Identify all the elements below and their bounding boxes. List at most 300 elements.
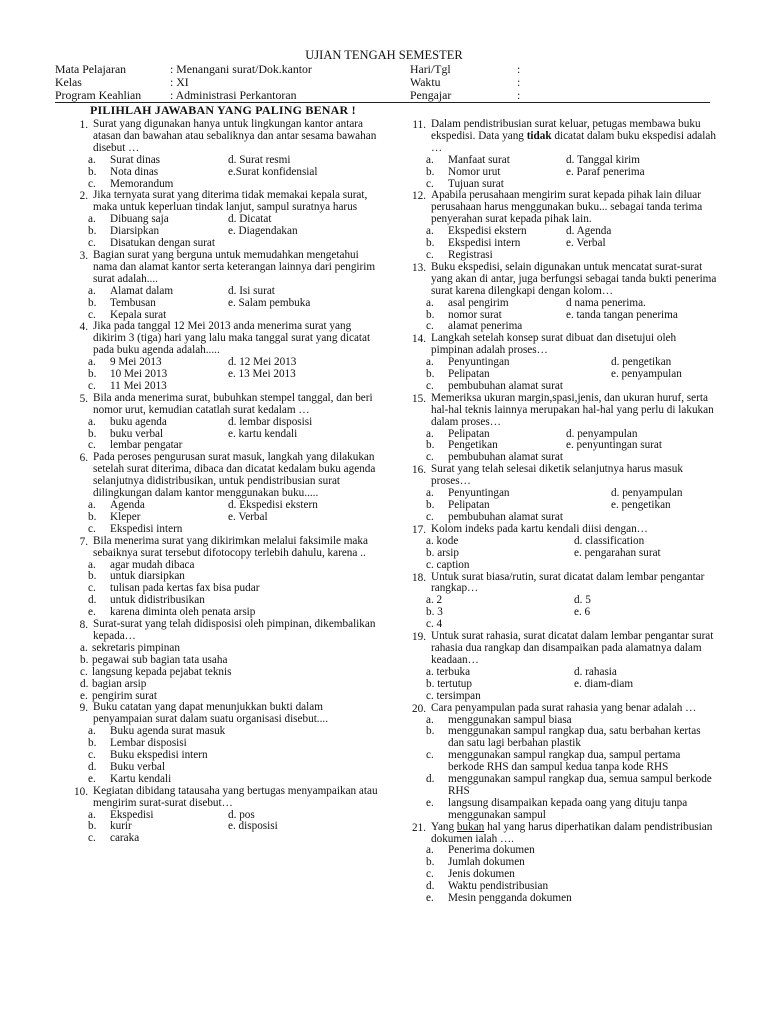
question-item <box>398 262 718 298</box>
answer-option <box>228 429 378 441</box>
question-text: Bila menerima surat yang dikirimkan melalui faksimile maka sebaiknya surat tersebut difotocopy terlebih dahulu, karena .. <box>93 534 368 559</box>
option-text: e. penyuntingan surat <box>566 439 663 452</box>
answer-option <box>228 369 378 381</box>
header-row <box>55 63 710 76</box>
question-item <box>398 572 718 596</box>
option-text: c. tersimpan <box>426 689 481 702</box>
option-text: a. kode <box>426 534 459 547</box>
question-text: Pada peroses pengurusan surat masuk, langkah yang dilakukan setelah surat diterima, dibaca dan dicatat kedalam buku agenda selanjutnya didistribusikan, untuk pendistribusian surat dilingkungan dalam kantor menggunakan buku..... <box>93 451 376 500</box>
option-text: a. 2 <box>426 594 443 607</box>
instruction-heading: PILIHLAH JAWABAN YANG PALING BENAR ! <box>90 103 356 117</box>
option-text: 10 Mei 2013 <box>110 368 168 381</box>
answer-option <box>426 893 718 905</box>
answer-options <box>426 536 718 572</box>
option-letter: b. <box>426 237 435 250</box>
question-text-part: Yang <box>431 820 457 833</box>
question-item <box>398 333 718 357</box>
option-letter: a. <box>88 153 96 166</box>
question-item <box>398 190 718 226</box>
answer-option <box>426 667 574 679</box>
option-letter: d. <box>80 677 89 690</box>
option-letter: b. <box>426 499 435 511</box>
answer-option <box>566 155 718 167</box>
option-text: pegawai sub bagian tata usaha <box>92 653 228 666</box>
answer-options <box>80 643 378 703</box>
question-item <box>398 631 718 667</box>
option-text: e. pengarahan surat <box>574 546 661 559</box>
question-text: Jika pada tanggal 12 Mei 2013 anda menerima surat yang dikirim 3 (tiga) hari yang lalu maka tanggal surat yang dicatat pada buku agenda adalah..... <box>93 320 371 357</box>
option-letter: a. <box>80 641 88 654</box>
question-number: 9. <box>79 702 88 715</box>
option-text: sekretaris pimpinan <box>92 641 180 654</box>
answer-option <box>88 167 228 179</box>
question-text: Untuk surat rahasia, surat dicatat dalam lembar pengantar surat rahasia dua rangkap dan disampaikan pada alamatnya dalam keadaan… <box>431 630 714 666</box>
left-question-column <box>60 119 378 845</box>
option-letter: b. <box>80 653 89 666</box>
option-text: Tembusan <box>110 296 156 309</box>
answer-option <box>228 286 378 298</box>
question-item <box>60 536 378 560</box>
answer-option <box>574 667 718 679</box>
option-text: Jenis dokumen <box>448 868 515 881</box>
option-text: b. arsip <box>426 546 459 559</box>
option-letter: b. <box>88 737 97 750</box>
option-text: e. kartu kendali <box>228 427 298 440</box>
page-title: UJIAN TENGAH SEMESTER <box>305 48 463 62</box>
question-text: Surat-surat yang telah didisposisi oleh pimpinan, dikembalikan kepada… <box>93 618 376 642</box>
option-text: Pelipatan <box>448 368 490 381</box>
question-text: Bagian surat yang berguna untuk memudahkan mengetahui nama dan alamat kantor serta keterangan lainnya dari pengirim surat adalah.... <box>93 248 376 285</box>
option-letter: b. <box>426 439 435 452</box>
option-letter: b. <box>88 165 97 178</box>
option-text: Lembar disposisi <box>110 737 187 750</box>
option-text: tulisan pada kertas fax bisa pudar <box>110 582 260 595</box>
option-text: Jumlah dokumen <box>448 856 525 869</box>
question-number: 10. <box>74 785 88 798</box>
question-text: Memeriksa ukuran margin,spasi,jenis, dan ukuran huruf, serta hal-hal teknis lainnya merupakan hal-hal yang perlu di lakukan dalam proses… <box>431 391 714 428</box>
question-number: 3. <box>79 249 88 262</box>
option-text: d. 5 <box>574 594 591 607</box>
option-text: e. diam-diam <box>574 677 634 690</box>
option-text: e. Verbal <box>566 237 606 250</box>
answer-options <box>88 810 378 846</box>
answer-options <box>88 357 378 393</box>
option-text: e.Surat konfidensial <box>228 165 318 178</box>
option-text: Buku verbal <box>110 760 165 773</box>
option-letter: b. <box>88 427 97 440</box>
answer-option <box>228 821 378 833</box>
question-item <box>60 250 378 286</box>
option-text: Ekspedisi intern <box>448 237 521 250</box>
option-text: kurir <box>110 820 132 833</box>
answer-option <box>88 821 228 833</box>
option-letter: a. <box>426 296 434 309</box>
option-letter: c. <box>426 248 434 261</box>
option-text: e. 6 <box>574 606 591 619</box>
answer-option <box>426 798 718 822</box>
option-letter: a. <box>426 356 434 369</box>
question-number: 1. <box>79 119 88 131</box>
option-text: Pengetikan <box>448 439 498 452</box>
answer-option <box>426 774 718 798</box>
answer-option <box>426 560 574 572</box>
option-letter: a. <box>426 713 434 726</box>
question-number: 20. <box>412 702 426 715</box>
option-letter: c. <box>88 308 96 321</box>
option-letter: c. <box>88 832 96 845</box>
question-number: 19. <box>412 631 426 644</box>
option-text: karena diminta oleh penata arsip <box>110 606 256 619</box>
option-text: d. penyampulan <box>566 427 638 440</box>
option-text: Pelipatan <box>448 427 490 440</box>
option-letter: c. <box>88 439 96 452</box>
option-text: pengirim surat <box>92 689 157 702</box>
option-text: Mesin pengganda dokumen <box>448 892 572 905</box>
question-number: 16. <box>412 464 426 477</box>
option-text: Ekspedisi intern <box>110 522 183 535</box>
question-item <box>398 703 718 715</box>
question-text-part: dicatat dalam buku ekspedisi adalah … <box>431 129 716 154</box>
question-item <box>398 464 718 488</box>
answer-option <box>574 679 718 691</box>
option-letter: a. <box>88 725 96 738</box>
option-letter: c. <box>88 582 96 595</box>
subject-value: : Menangani surat/Dok.kantor <box>170 62 312 76</box>
option-text: Dibuang saja <box>110 213 169 226</box>
question-text-part: hal yang harus diperhatikan dalam pendistribusian dokumen ialah …. <box>431 820 713 845</box>
option-text: d. pengetikan <box>611 356 672 369</box>
answer-options <box>426 429 718 465</box>
option-text: e. penyampulan <box>611 368 682 381</box>
question-item <box>398 393 718 429</box>
answer-option <box>574 548 718 560</box>
question-text: Untuk surat biasa/rutin, surat dicatat dalam lembar pengantar rangkap… <box>431 570 705 595</box>
option-text: Ekspedisi ekstern <box>448 225 527 238</box>
option-text: c. 4 <box>426 618 443 631</box>
answer-option <box>80 655 378 667</box>
answer-options <box>426 155 718 191</box>
option-letter: a. <box>426 153 434 166</box>
answer-options <box>426 845 718 905</box>
option-text: lembar pengatar <box>110 439 183 452</box>
option-text: alamat penerima <box>448 320 523 333</box>
answer-option <box>426 691 574 703</box>
option-letter: b. <box>426 308 435 321</box>
option-letter: c. <box>426 320 434 333</box>
answer-option <box>426 595 574 607</box>
date-label: Hari/Tgl <box>410 62 451 76</box>
answer-option <box>426 750 718 774</box>
answer-options <box>426 667 718 703</box>
option-text: d. rahasia <box>574 665 617 678</box>
question-number: 6. <box>79 452 88 465</box>
answer-option <box>426 155 566 167</box>
option-text: Registrasi <box>448 248 493 261</box>
answer-option <box>566 310 718 322</box>
option-text: 11 Mei 2013 <box>110 379 167 392</box>
question-number: 14. <box>412 333 426 346</box>
answer-options <box>88 726 378 786</box>
question-number: 15. <box>412 392 426 405</box>
option-text: d. Isi surat <box>228 284 275 297</box>
question-text: Langkah setelah konsep surat dibuat dan disetujui oleh pimpinan adalah proses… <box>431 332 677 357</box>
question-number: 4. <box>79 321 88 334</box>
question-item <box>60 321 378 357</box>
option-text: e. Verbal <box>228 510 268 523</box>
teacher-label: Pengajar <box>410 88 452 102</box>
option-text: e. 13 Mei 2013 <box>228 368 296 381</box>
option-text: Surat dinas <box>110 153 161 166</box>
answer-options <box>426 715 718 822</box>
option-letter: e. <box>88 606 96 619</box>
answer-option <box>88 155 228 167</box>
option-letter: a. <box>426 427 434 440</box>
option-text: Kepala surat <box>110 308 167 321</box>
program-value: : Administrasi Perkantoran <box>170 88 297 102</box>
question-item <box>398 822 718 846</box>
right-question-column <box>398 119 718 905</box>
option-letter: a. <box>88 356 96 369</box>
class-label: Kelas <box>55 75 82 89</box>
option-text: Disatukan dengan surat <box>110 237 216 250</box>
question-item <box>60 119 378 155</box>
date-value: : <box>517 62 521 76</box>
option-text: 9 Mei 2013 <box>110 356 162 369</box>
answer-options <box>88 500 378 536</box>
answer-option <box>566 167 718 179</box>
program-label: Program Keahlian <box>55 88 142 102</box>
subject-label: Mata Pelajaran <box>55 62 127 76</box>
answer-option <box>228 298 378 310</box>
answer-options <box>88 417 378 453</box>
answer-option <box>88 298 228 310</box>
option-letter: b. <box>88 570 97 583</box>
time-label: Waktu <box>410 75 441 89</box>
question-text: Jika ternyata surat yang diterima tidak memakai kepala surat, maka untuk keperluan tindak lanjut, sampul suratnya harus <box>93 189 368 214</box>
option-letter: e. <box>88 772 96 785</box>
option-letter: c. <box>426 749 434 762</box>
option-text: agar mudah dibaca <box>110 558 195 571</box>
option-letter: d. <box>88 760 97 773</box>
option-text: asal pengirim <box>448 296 509 309</box>
option-text: langsung disampaikan kepada oang yang dituju tanpa menggunakan sampul <box>448 796 688 821</box>
option-text: Alamat dalam <box>110 284 174 297</box>
option-text: Nomor urut <box>448 165 501 178</box>
option-text: Kleper <box>110 510 141 523</box>
option-text: menggunakan sampul biasa <box>448 713 572 726</box>
answer-option <box>566 238 718 250</box>
option-text: d. Ekspedisi ekstern <box>228 499 318 511</box>
option-text: Tujuan surat <box>448 177 504 190</box>
option-letter: a. <box>426 225 434 238</box>
option-letter: c. <box>80 665 88 678</box>
answer-options <box>426 226 718 262</box>
answer-option <box>574 607 718 619</box>
question-text: Surat yang telah selesai diketik selanjutnya harus masuk proses… <box>431 463 683 488</box>
option-text: pembubuhan alamat surat <box>448 451 563 464</box>
answer-option <box>426 726 718 750</box>
option-letter: e. <box>426 892 434 905</box>
question-text: Buku catatan yang dapat menunjukkan bukti dalam penyampaian surat dalam suatu organisasi disebut.... <box>93 701 328 726</box>
option-text: d. pos <box>228 808 255 821</box>
option-letter: c. <box>88 177 96 190</box>
question-number: 21. <box>412 821 426 834</box>
answer-option <box>88 417 228 429</box>
option-letter: d. <box>88 594 97 607</box>
header-row <box>55 76 710 89</box>
answer-option <box>80 643 378 655</box>
option-letter: a. <box>88 415 96 428</box>
answer-option <box>566 298 718 310</box>
header-row <box>55 89 710 102</box>
question-number: 2. <box>79 190 88 203</box>
answer-option <box>80 679 378 691</box>
option-text: buku agenda <box>110 415 167 428</box>
option-text: Waktu pendistribusian <box>448 880 549 893</box>
answer-option <box>426 536 574 548</box>
option-letter: e. <box>80 689 88 702</box>
class-value: : XI <box>170 75 189 89</box>
option-letter: c. <box>88 522 96 535</box>
question-item <box>60 393 378 417</box>
option-letter: c. <box>88 749 96 762</box>
option-letter: a. <box>88 284 96 297</box>
option-text: bagian arsip <box>92 677 147 690</box>
option-letter: c. <box>426 451 434 464</box>
answer-options <box>88 155 378 191</box>
option-text: pembubuhan alamat surat <box>448 379 563 392</box>
option-text: Buku ekspedisi intern <box>110 749 208 762</box>
answer-options <box>426 357 718 393</box>
option-text: caraka <box>110 832 140 845</box>
option-text: d. Tanggal kirim <box>566 153 640 166</box>
option-text: Diarsipkan <box>110 225 160 238</box>
option-text: Nota dinas <box>110 165 159 178</box>
question-text: Buku ekspedisi, selain digunakan untuk mencatat surat-surat yang akan di antar, juga berfungsi sebagai tanda bukti penerima surat karena dilengkapi dengan kolom… <box>431 260 717 297</box>
option-letter: c. <box>88 379 96 392</box>
option-letter: a. <box>88 213 96 226</box>
option-text: c. caption <box>426 558 470 571</box>
option-letter: c. <box>426 177 434 190</box>
answer-options <box>426 488 718 524</box>
option-text: Memorandum <box>110 177 174 190</box>
answer-option <box>426 298 566 310</box>
question-number: 11. <box>412 119 426 131</box>
answer-option <box>228 417 378 429</box>
option-text: b. 3 <box>426 606 443 619</box>
option-letter: b. <box>426 725 435 738</box>
option-text: b. tertutup <box>426 677 472 690</box>
question-text: Kegiatan dibidang tatausaha yang bertugas menyampaikan atau mengirim surat-surat disebut… <box>93 784 378 809</box>
question-item <box>60 190 378 214</box>
answer-options <box>88 214 378 250</box>
answer-options <box>426 298 718 334</box>
option-text: Ekspedisi <box>110 808 154 821</box>
answer-options <box>88 286 378 322</box>
question-item <box>60 702 378 726</box>
option-text: d. Dicatat <box>228 213 272 226</box>
option-text: d. penyampulan <box>611 487 683 500</box>
question-number: 12. <box>412 190 426 203</box>
option-text: untuk didistribusikan <box>110 594 205 607</box>
option-letter: e. <box>426 796 434 809</box>
question-text: Cara penyampulan pada surat rahasia yang benar adalah … <box>431 701 697 714</box>
answer-option <box>88 524 228 536</box>
option-text: e. tanda tangan penerima <box>566 308 678 321</box>
question-item <box>60 786 378 810</box>
option-letter: b. <box>88 296 97 309</box>
question-number: 17. <box>412 523 426 536</box>
answer-options <box>426 595 718 631</box>
option-text: untuk diarsipkan <box>110 570 185 583</box>
question-number: 7. <box>79 535 88 548</box>
option-text: Penyuntingan <box>448 356 510 369</box>
option-letter: c. <box>88 237 96 250</box>
option-text: e. Salam pembuka <box>228 296 311 309</box>
question-number: 13. <box>412 261 426 274</box>
answer-option <box>228 226 378 238</box>
option-text: nomor surat <box>448 308 502 321</box>
option-text: menggunakan sampul rangkap dua, semua sampul berkode RHS <box>448 773 712 797</box>
exam-header <box>55 63 710 102</box>
option-letter: c. <box>426 868 434 881</box>
option-letter: b. <box>88 225 97 238</box>
answer-option <box>426 167 566 179</box>
emphasis-text: bukan <box>456 820 485 833</box>
option-text: e. Paraf penerima <box>566 165 645 178</box>
question-item <box>398 119 718 155</box>
question-text: Kolom indeks pada kartu kendali diisi dengan… <box>431 522 648 535</box>
answer-option <box>88 833 228 845</box>
option-text: e. Diagendakan <box>228 225 298 238</box>
answer-option <box>80 667 378 679</box>
option-text: e. pengetikan <box>611 499 671 511</box>
question-text: Bila anda menerima surat, bubuhkan stempel tanggal, dan beri nomor urut, kemudian catatlah surat kedalam … <box>93 391 373 416</box>
question-number: 8. <box>79 619 88 632</box>
answer-option <box>574 595 718 607</box>
option-text: d. 12 Mei 2013 <box>228 356 297 369</box>
answer-option <box>88 500 228 512</box>
option-text: d. classification <box>574 534 645 547</box>
option-text: d. Surat resmi <box>228 153 291 166</box>
answer-option <box>88 810 228 822</box>
option-text: Penerima dokumen <box>448 844 535 857</box>
answer-option <box>228 167 378 179</box>
question-text-part: Dalam pendistribusian surat keluar, petugas membawa buku ekspedisi. Data yang <box>431 118 701 142</box>
option-text: Pelipatan <box>448 499 490 511</box>
question-text <box>431 822 718 846</box>
question-item <box>398 524 718 536</box>
question-number: 18. <box>412 571 426 584</box>
question-number: 5. <box>79 392 88 405</box>
option-letter: b. <box>88 820 97 833</box>
option-letter: a. <box>88 558 96 571</box>
time-value: : <box>517 75 521 89</box>
option-letter: d. <box>426 880 435 893</box>
option-text: menggunakan sampul rangkap dua, sampul pertama berkode RHS dan sampul kedua tanpa kode RHS <box>448 749 681 774</box>
option-letter: b. <box>426 368 435 381</box>
option-text: Buku agenda surat masuk <box>110 725 226 738</box>
option-letter: b. <box>426 165 435 178</box>
option-text: d. Agenda <box>566 225 612 238</box>
answer-option <box>426 238 566 250</box>
answer-options <box>88 560 378 620</box>
answer-option <box>611 500 718 512</box>
answer-option <box>611 369 718 381</box>
option-letter: a. <box>426 487 434 500</box>
option-letter: a. <box>88 808 96 821</box>
question-text <box>431 119 718 155</box>
